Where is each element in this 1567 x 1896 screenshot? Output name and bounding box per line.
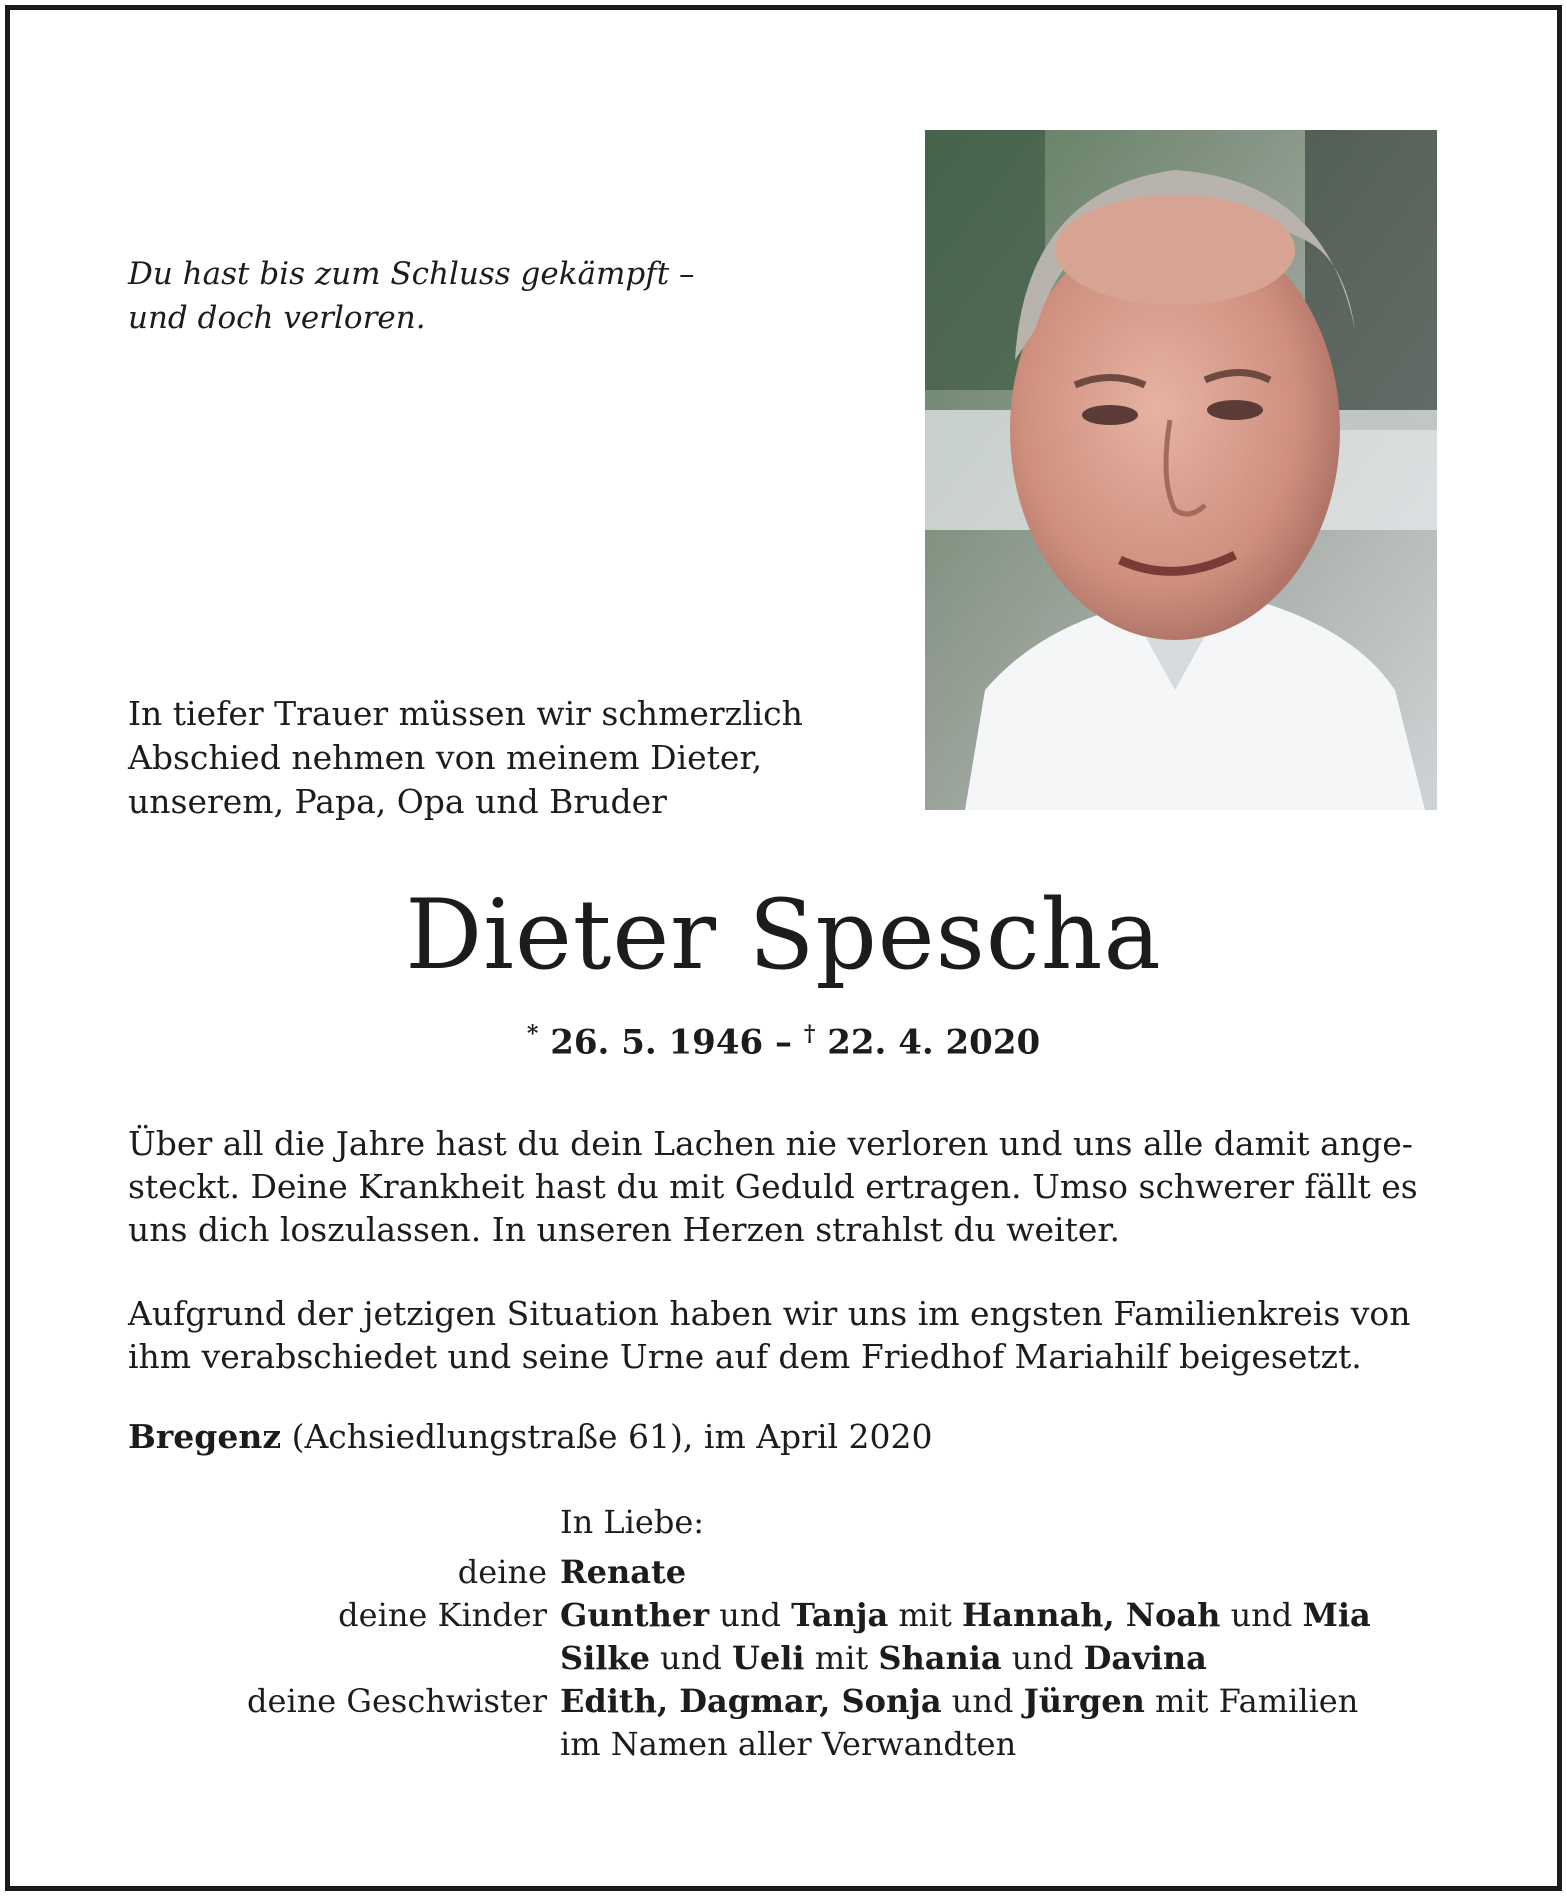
funeral-paragraph xyxy=(128,1292,1448,1378)
siblings-label: deine Geschwister xyxy=(247,1682,547,1720)
paragraph-line: ihm verabschiedet und seine Urne auf dem Friedhof Mariahilf beigesetzt. xyxy=(128,1337,1362,1376)
children-label: deine Kinder xyxy=(338,1596,547,1634)
spouse-label: deine xyxy=(457,1553,547,1591)
tribute-paragraph xyxy=(128,1122,1448,1251)
quote-line: Du hast bis zum Schluss gekämpft – xyxy=(128,256,695,292)
paragraph-line: uns dich loszulassen. In unseren Herzen strahlst du weiter. xyxy=(128,1210,1120,1249)
opening-quote xyxy=(128,252,695,340)
paragraph-line: Aufgrund der jetzigen Situation haben wir uns im engsten Familienkreis von xyxy=(128,1294,1411,1333)
deceased-name: Dieter Spescha xyxy=(405,879,1162,991)
children-line xyxy=(560,1637,1207,1680)
death-date: 22. 4. 2020 xyxy=(827,1022,1041,1063)
relative-name: Edith, Dagmar, Sonja xyxy=(560,1682,942,1720)
relative-name: Gunther xyxy=(560,1596,710,1634)
relative-name: Ueli xyxy=(732,1639,805,1677)
relative-name: Shania xyxy=(878,1639,1002,1677)
in-love-heading: In Liebe: xyxy=(560,1503,705,1541)
born-symbol: * xyxy=(526,1021,539,1047)
intro-text xyxy=(128,692,803,824)
connector: mit xyxy=(888,1596,963,1634)
intro-line: unserem, Papa, Opa und Bruder xyxy=(128,782,667,821)
connector: , xyxy=(1103,1596,1126,1634)
life-dates xyxy=(0,1012,1567,1064)
relative-name: Mia xyxy=(1302,1596,1371,1634)
address-and-date: (Achsiedlungstraße 61), im April 2020 xyxy=(281,1417,933,1456)
portrait-photo xyxy=(925,130,1437,810)
city: Bregenz xyxy=(128,1417,282,1456)
relative-name: Silke xyxy=(560,1639,650,1677)
connector: und xyxy=(1220,1596,1303,1634)
birth-date: 26. 5. 1946 xyxy=(550,1022,764,1063)
connector: und xyxy=(1001,1639,1084,1677)
relative-name: Hannah xyxy=(962,1596,1104,1634)
spouse-name xyxy=(560,1551,686,1594)
intro-line: Abschied nehmen von meinem Dieter, xyxy=(128,738,763,777)
relative-name: Davina xyxy=(1083,1639,1207,1677)
connector: mit Familien xyxy=(1144,1682,1359,1720)
place-and-date xyxy=(128,1415,933,1459)
connector: und xyxy=(941,1682,1024,1720)
relative-name: Renate xyxy=(560,1553,687,1591)
closing-line: im Namen aller Verwandten xyxy=(560,1725,1017,1763)
children-line xyxy=(560,1594,1371,1637)
quote-line: und doch verloren. xyxy=(128,300,426,336)
connector: mit xyxy=(804,1639,879,1677)
connector: und xyxy=(649,1639,732,1677)
intro-line: In tiefer Trauer müssen wir schmerzlich xyxy=(128,694,803,733)
paragraph-line: Über all die Jahre hast du dein Lachen nie verloren und uns alle damit ange- xyxy=(128,1124,1413,1163)
connector: und xyxy=(709,1596,792,1634)
paragraph-line: steckt. Deine Krankheit hast du mit Geduld ertragen. Umso schwerer fällt es xyxy=(128,1167,1418,1206)
siblings-line xyxy=(560,1680,1358,1723)
relative-name: Jürgen xyxy=(1023,1682,1145,1720)
relative-name: Noah xyxy=(1125,1596,1221,1634)
date-dash: – xyxy=(763,1022,804,1063)
relative-name: Tanja xyxy=(791,1596,889,1634)
death-symbol: † xyxy=(803,1021,816,1047)
